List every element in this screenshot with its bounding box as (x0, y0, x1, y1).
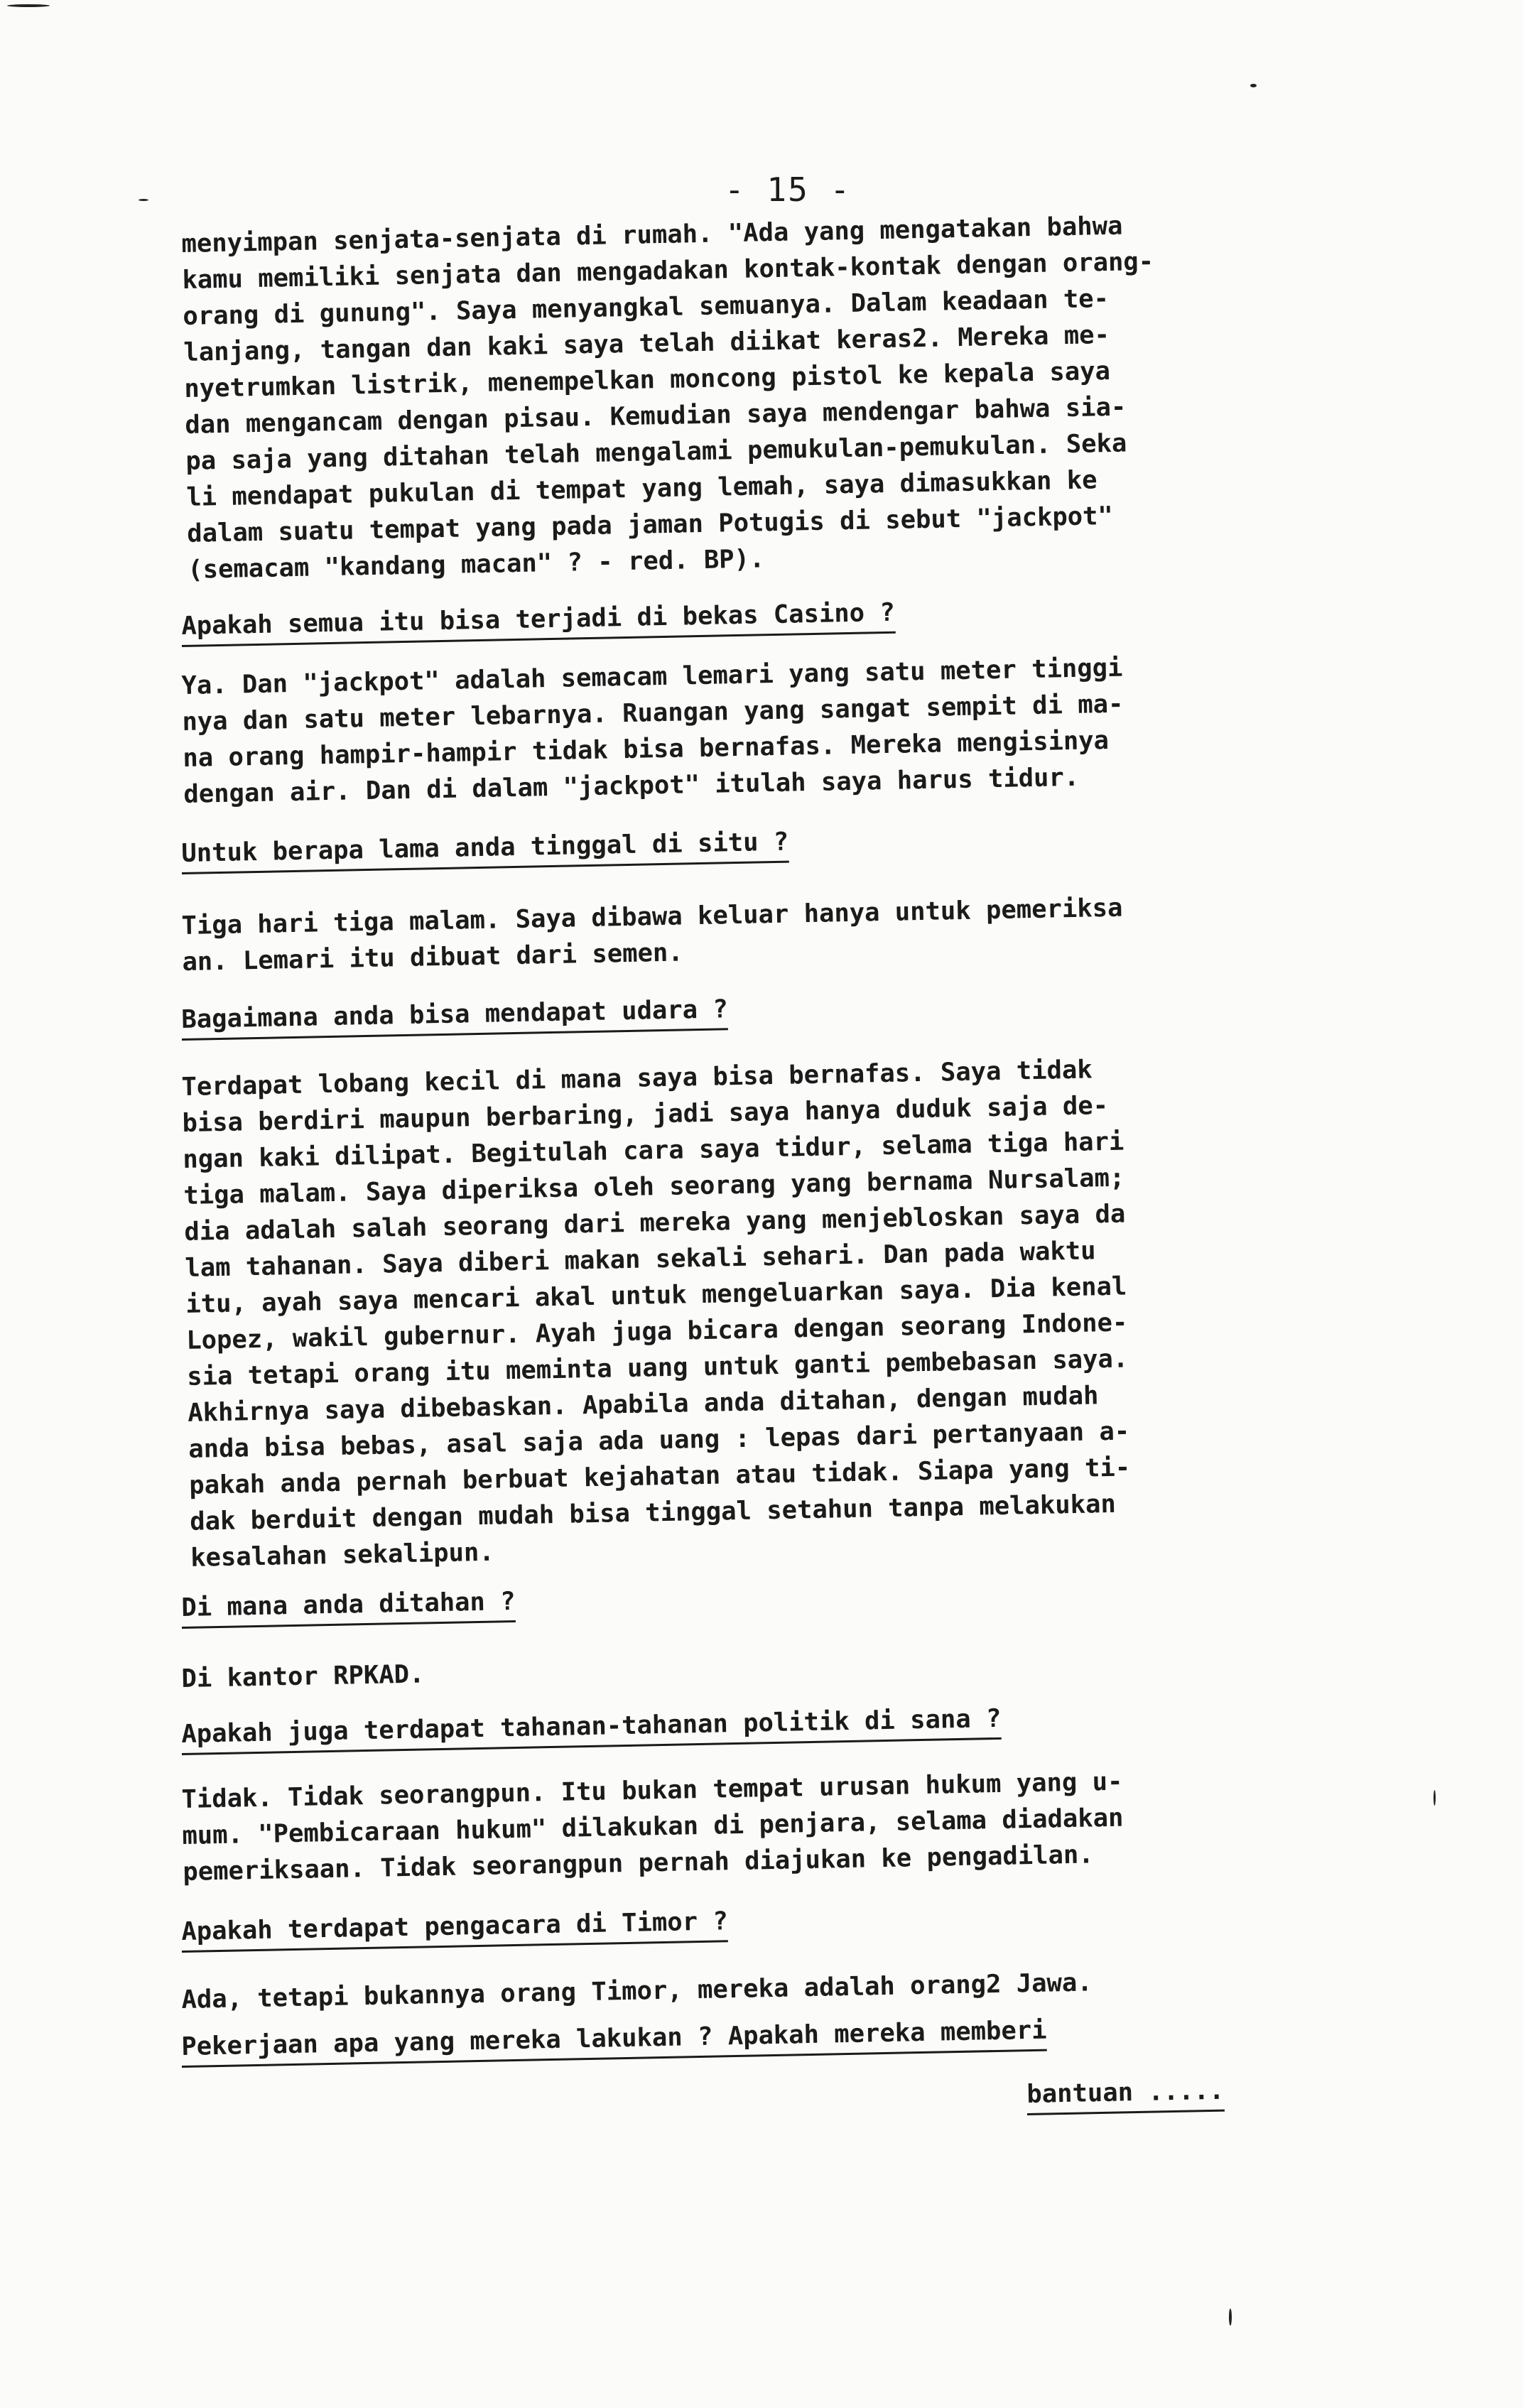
answer-line: Ya. Dan "jackpot" adalah semacam lemari yang satu meter tinggi (181, 653, 1123, 700)
answer-line: ngan kaki dilipat. Begitulah cara saya tidur, selama tiga hari (183, 1127, 1124, 1174)
answer-line: nya dan satu meter lebarnya. Ruangan yang sangat sempit di ma- (182, 689, 1124, 737)
answer-line: na orang hampir-hampir tidak bisa bernafas. Mereka mengisinya (183, 725, 1110, 773)
scan-speck (1229, 2309, 1232, 2326)
answer-4 (181, 1639, 1347, 1697)
answer-line: lam tahanan. Saya diberi makan sekali sehari. Dan pada waktu (184, 1236, 1096, 1283)
answer-2 (181, 886, 1348, 980)
question-heading: Untuk berapa lama anda tinggal di situ ? (181, 825, 789, 874)
paragraph-line: lanjang, tangan dan kaki saya telah diikat keras2. Mereka me- (183, 320, 1110, 367)
answer-line: Akhirnya saya dibebaskan. Apabila anda ditahan, dengan mudah (187, 1381, 1099, 1428)
answer-line: mum. "Pembicaraan hukum" dilakukan di penjara, selama diadakan (182, 1803, 1124, 1850)
answer-line: an. Lemari itu dibuat dari semen. (182, 938, 684, 977)
question-heading: Pekerjaan apa yang mereka lakukan ? Apakah mereka memberi (181, 2014, 1047, 2068)
answer-line: bisa berdiri maupun berbaring, jadi saya hanya duduk saja de- (182, 1090, 1109, 1138)
paragraph-line: dan mengancam dengan pisau. Kemudian saya mendengar bahwa sia- (184, 392, 1127, 440)
answer-1 (181, 646, 1349, 813)
page-number: - 15 - (725, 170, 852, 209)
paragraph-1 (181, 204, 1353, 588)
paragraph-line: dalam suatu tempat yang pada jaman Potugis di sebut "jackpot" (186, 501, 1114, 548)
answer-line: tiga malam. Saya diperiksa oleh seorang yang bernama Nursalam; (183, 1163, 1125, 1210)
answer-line: Tidak. Tidak seorangpun. Itu bukan tempat urusan hukum yang u- (181, 1767, 1123, 1814)
paragraph-line: pa saja yang ditahan telah mengalami pemukulan-pemukulan. Seka (185, 428, 1127, 476)
paragraph-line: menyimpan senjata-senjata di rumah. "Ada yang mengatakan bahwa (181, 211, 1123, 259)
paragraph-line: orang di gunung". Saya menyangkal semuanya. Dalam keadaan te- (183, 283, 1110, 331)
answer-line: dengan air. Dan di dalam "jackpot" itulah saya harus tidur. (183, 762, 1080, 809)
scan-speck (139, 199, 148, 201)
answer-line: Di kantor RPKAD. (181, 1659, 425, 1693)
question-2 (181, 815, 1347, 874)
continuation-word (1026, 2074, 1225, 2115)
scan-speck (1250, 84, 1257, 87)
answer-line: Lopez, wakil gubernur. Ayah juga bicara dengan seorang Indone- (185, 1308, 1128, 1355)
question-4 (181, 1569, 1347, 1629)
question-7 (181, 2008, 1347, 2068)
continuation-text: bantuan ..... (1026, 2074, 1225, 2115)
question-3 (181, 981, 1347, 1041)
answer-line: Tiga hari tiga malam. Saya dibawa keluar hanya untuk pemeriksa (181, 893, 1123, 940)
scan-speck (7, 4, 50, 7)
paragraph-line: li mendapat pukulan di tempat yang lemah, saya dimasukkan ke (185, 465, 1097, 512)
answer-line: Terdapat lobang kecil di mana saya bisa bernafas. Saya tidak (181, 1055, 1093, 1102)
paragraph-line: nyetrumkan listrik, menempelkan moncong pistol ke kepala saya (184, 356, 1111, 403)
answer-6 (181, 1960, 1347, 2018)
paragraph-line: kamu memiliki senjata dan mengadakan kontak-kontak dengan orang- (182, 246, 1154, 295)
question-heading: Apakah terdapat pengacara di Timor ? (181, 1904, 728, 1953)
answer-line: Ada, tetapi bukannya orang Timor, mereka adalah orang2 Jawa. (181, 1968, 1093, 2014)
scan-speck (1433, 1790, 1436, 1806)
question-6 (181, 1893, 1347, 1953)
question-heading: Bagaimana anda bisa mendapat udara ? (181, 992, 728, 1041)
answer-line: pakah anda pernah berbuat kejahatan atau tidak. Siapa yang ti- (188, 1453, 1131, 1500)
paragraph-line: (semacam "kandang macan" ? - red. BP). (187, 544, 765, 585)
question-heading: Apakah juga terdapat tahanan-tahanan politik di sana ? (181, 1702, 1002, 1755)
answer-3 (181, 1047, 1355, 1576)
answer-line: dia adalah salah seorang dari mereka yang menjebloskan saya da (184, 1199, 1126, 1247)
question-heading: Apakah semua itu bisa terjadi di bekas Casino ? (181, 596, 895, 647)
answer-line: anda bisa bebas, asal saja ada uang : lepas dari pertanyaan a- (188, 1416, 1130, 1464)
question-heading: Di mana anda ditahan ? (181, 1585, 516, 1629)
answer-line: sia tetapi orang itu meminta uang untuk ganti pembebasan saya. (186, 1344, 1129, 1392)
question-5 (181, 1696, 1347, 1755)
answer-line: itu, ayah saya mencari akal untuk mengeluarkan saya. Dia kenal (185, 1271, 1127, 1319)
answer-line: dak berduit dengan mudah bisa tinggal setahun tanpa melakukan (189, 1489, 1117, 1536)
answer-line: pemeriksaan. Tidak seorangpun pernah diajukan ke pengadilan. (183, 1840, 1094, 1887)
question-1 (181, 587, 1347, 647)
answer-line: kesalahan sekalipun. (190, 1537, 495, 1573)
answer-5 (181, 1759, 1348, 1890)
